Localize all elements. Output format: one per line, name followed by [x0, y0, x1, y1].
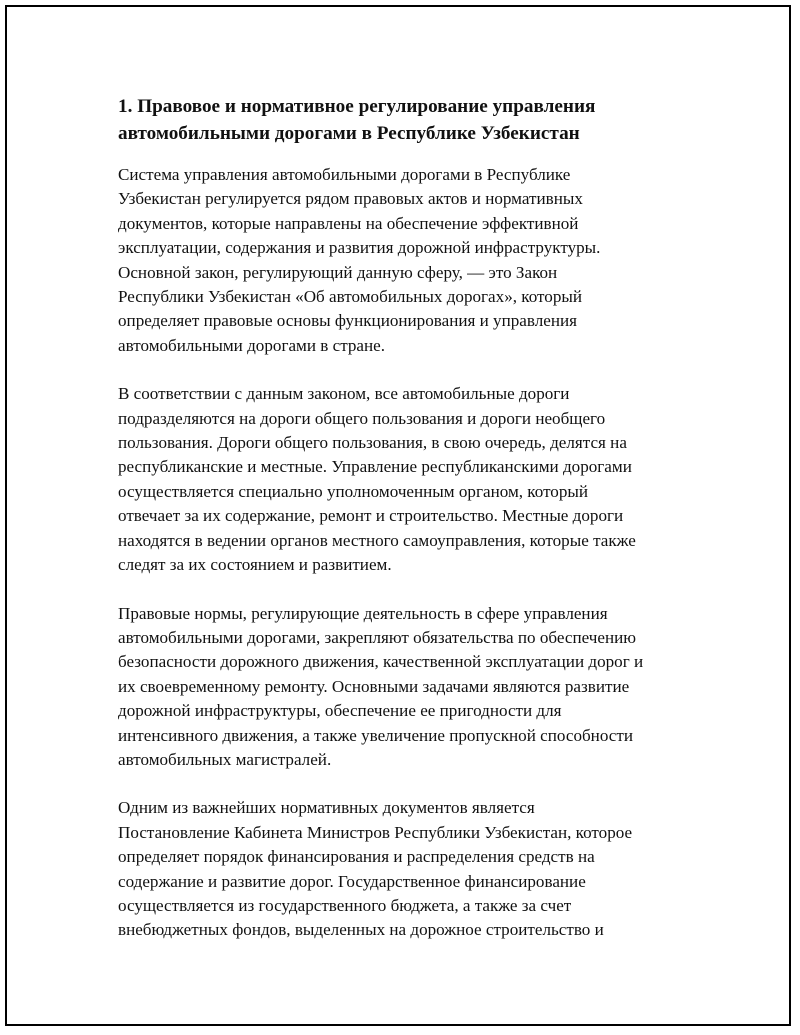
text-line: документов, которые направлены на обеспечение эффективной — [118, 213, 579, 233]
text-line: осуществляется специально уполномоченным органом, который — [118, 481, 589, 501]
text-line: интенсивного движения, а также увеличение пропускной способности — [118, 725, 634, 745]
text-line: определяет правовые основы функционирования и управления — [118, 311, 578, 331]
text-line: Узбекистан регулируется рядом правовых актов и нормативных — [118, 189, 583, 209]
text-line: подразделяются на дороги общего пользования и дороги необщего — [118, 408, 606, 428]
text-line: осуществляется из государственного бюджета, а также за счет — [118, 895, 572, 915]
text-line: следят за их состоянием и развитием. — [118, 555, 392, 575]
heading-line: 1. Правовое и нормативное регулирование управления — [118, 96, 596, 117]
paragraph-4 — [118, 796, 688, 942]
text-line: внебюджетных фондов, выделенных на дорожное строительство и — [118, 920, 604, 940]
text-line: Республики Узбекистан «Об автомобильных дорогах», который — [118, 287, 583, 307]
paragraph-1 — [118, 163, 688, 358]
text-line: Постановление Кабинета Министров Республики Узбекистан, которое — [118, 822, 633, 842]
paragraph-spacer — [118, 772, 688, 796]
text-line: автомобильных магистралей. — [118, 749, 332, 769]
text-line: Правовые нормы, регулирующие деятельность в сфере управления — [118, 603, 608, 623]
text-line: Основной закон, регулирующий данную сферу, — это Закон — [118, 262, 558, 282]
text-line: Одним из важнейших нормативных документов является — [118, 798, 535, 818]
text-line: республиканские и местные. Управление республиканскими дорогами — [118, 457, 632, 477]
text-line: их своевременному ремонту. Основными задачами являются развитие — [118, 676, 630, 696]
text-line: Система управления автомобильными дорогами в Республике — [118, 165, 571, 184]
text-line: дорожной инфраструктуры, обеспечение ее пригодности для — [118, 701, 562, 721]
paragraph-spacer — [118, 358, 688, 382]
text-line: автомобильными дорогами, закрепляют обязательства по обеспечению — [118, 627, 637, 647]
text-line: пользования. Дороги общего пользования, в свою очередь, делятся на — [118, 433, 627, 453]
text-line: определяет порядок финансирования и распределения средств на — [118, 847, 595, 867]
text-line: содержание и развитие дорог. Государственное финансирование — [118, 871, 586, 891]
section-heading — [118, 93, 688, 147]
paragraph-3 — [118, 602, 688, 773]
text-line: эксплуатации, содержания и развития дорожной инфраструктуры. — [118, 238, 601, 258]
heading-line: автомобильными дорогами в Республике Узбекистан — [118, 123, 580, 144]
text-line: автомобильными дорогами в стране. — [118, 335, 386, 355]
paragraph-2 — [118, 382, 688, 577]
text-line: безопасности дорожного движения, качественной эксплуатации дорог и — [118, 652, 644, 672]
text-line: находятся в ведении органов местного самоуправления, которые также — [118, 530, 636, 550]
document-body — [118, 93, 688, 943]
paragraph-spacer — [118, 578, 688, 602]
text-line: отвечает за их содержание, ремонт и строительство. Местные дороги — [118, 506, 624, 526]
text-line: В соответствии с данным законом, все автомобильные дороги — [118, 384, 570, 404]
